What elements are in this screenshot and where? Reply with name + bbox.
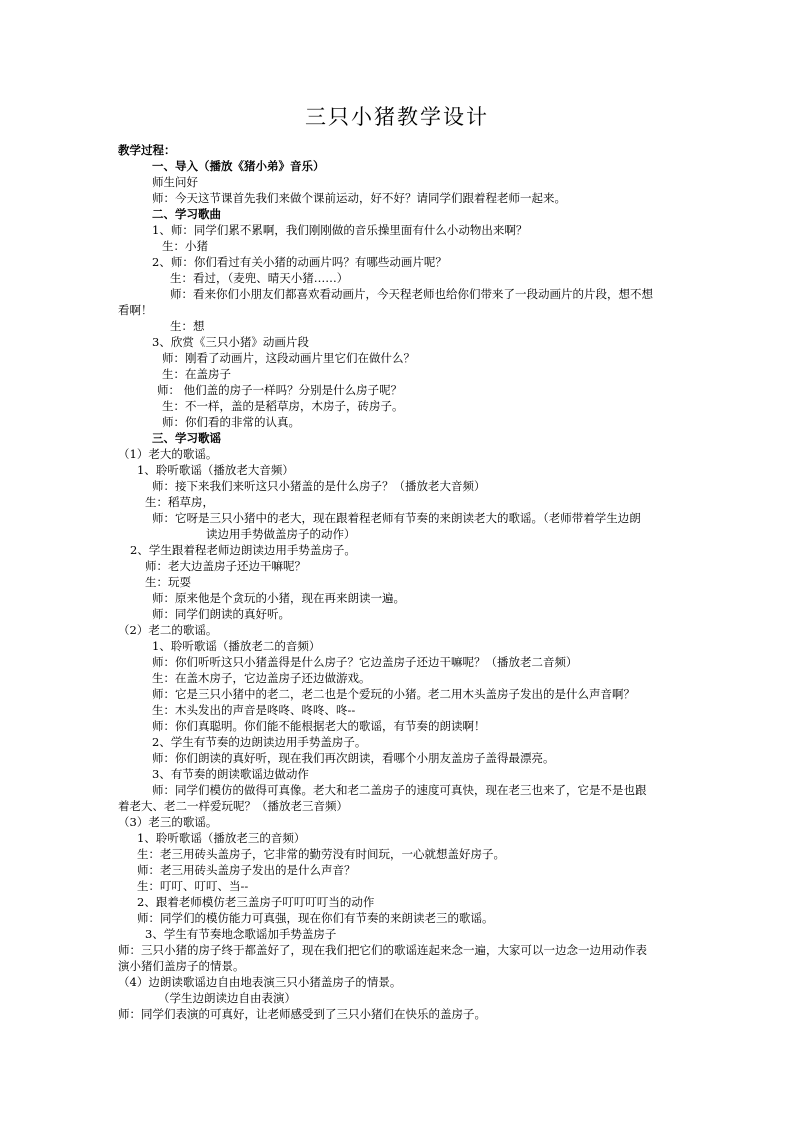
text-line: 教学过程： [118, 143, 176, 157]
text-line: 师：原来他是个贪玩的小猪，现在再来朗读一遍。 [152, 591, 405, 605]
text-line: 师：老大边盖房子还边干嘛呢？ [145, 559, 306, 573]
text-line: 师生问好 [152, 175, 198, 189]
text-line: 3、有节奏的朗读歌谣边做动作 [152, 767, 309, 781]
text-line: 师：刚看了动画片，这段动画片里它们在做什么？ [162, 351, 415, 365]
text-line: 2、师：你们看过有关小猪的动画片吗？有哪些动画片呢？ [152, 255, 447, 269]
text-line: 师：同学们的模仿能力可真强，现在你们有节奏的来朗读老三的歌谣。 [137, 911, 494, 925]
text-line: 生：看过，（麦兜、晴天小猪……） [170, 271, 349, 285]
text-line: 师：你们朗读的真好听，现在我们再次朗读，看哪个小朋友盖房子盖得最漂亮。 [152, 751, 555, 765]
text-line: 师：你们看的非常的认真。 [162, 415, 300, 429]
text-line: 生：木头发出的声音是咚咚、咚咚、咚-- [152, 703, 356, 717]
text-line: （3）老三的歌谣。 [118, 815, 218, 829]
text-line: 生：不一样，盖的是稻草房，木房子，砖房子。 [162, 399, 404, 413]
text-line: 师：它是三只小猪中的老二，老二也是个爱玩的小猪。老二用木头盖房子发出的是什么声音啊？ [152, 687, 635, 701]
text-line: 生：老三用砖头盖房子，它非常的勤劳没有时间玩，一心就想盖好房子。 [137, 847, 505, 861]
text-line: 生：小猪 [162, 239, 208, 253]
text-line: （1）老大的歌谣。 [118, 447, 218, 461]
text-line: 演小猪们盖房子的情景。 [118, 959, 245, 973]
text-line: 1、聆听歌谣（播放老二的音频） [152, 639, 321, 653]
text-line: 读边用手势做盖房子的动作） [206, 527, 356, 541]
text-line: 师：它呀是三只小猪中的老大，现在跟着程老师有节奏的来朗读老大的歌谣。（老师带着学生边朗 [152, 511, 641, 525]
text-line: 师：老三用砖头盖房子发出的是什么声音？ [137, 863, 356, 877]
text-line: （学生边朗读边自由表演） [158, 991, 296, 1005]
text-line: 1、师：同学们累不累啊，我们刚刚做的音乐操里面有什么小动物出来啊？ [152, 223, 528, 237]
text-line: 师：同学们模仿的做得可真像。老大和老二盖房子的速度可真快，现在老三也来了，它是不是也跟 [152, 783, 647, 797]
text-line: 二、学习歌曲 [152, 207, 221, 221]
text-line: 一、导入（播放《猪小弟》音乐） [152, 159, 325, 173]
text-line: 生：玩耍 [145, 575, 191, 589]
text-line: 师：你们真聪明。你们能不能根据老大的歌谣，有节奏的朗读啊！ [152, 719, 486, 733]
text-line: 1、聆听歌谣（播放老三的音频） [137, 831, 306, 845]
text-line: （2）老二的歌谣。 [118, 623, 218, 637]
text-line: 师： 他们盖的房子一样吗？分别是什么房子呢？ [157, 383, 403, 397]
text-line: 2、跟着老师模仿老三盖房子叮叮叮叮当的动作 [137, 895, 375, 909]
text-line: 3、欣赏《三只小猪》动画片段 [152, 335, 309, 349]
text-line: 师：接下来我们来听这只小猪盖的是什么房子？（播放老大音频） [152, 479, 486, 493]
text-line: 生：想 [170, 319, 205, 333]
text-line: 3、学生有节奏地念歌谣加手势盖房子 [145, 927, 337, 941]
text-line: 师：你们听听这只小猪盖得是什么房子？它边盖房子还边干嘛呢？（播放老二音频） [152, 655, 578, 669]
text-line: 2、学生跟着程老师边朗读边用手势盖房子。 [130, 543, 356, 557]
text-line: 师：今天这节课首先我们来做个课前运动，好不好？请同学们跟着程老师一起来。 [152, 191, 566, 205]
text-line: 生：叮叮、叮叮、当-- [137, 879, 249, 893]
text-line: 着老大、老二一样爱玩呢？（播放老三音频） [118, 799, 348, 813]
text-line: 1、聆听歌谣（播放老大音频） [137, 463, 294, 477]
text-line: 看啊！ [118, 303, 153, 317]
text-line: 生：在盖房子 [162, 367, 231, 381]
document-title: 三只小猪教学设计 [305, 105, 489, 129]
text-line: 师：看来你们小朋友们都喜欢看动画片，今天程老师也给你们带来了一段动画片的片段，想不想 [170, 287, 653, 301]
text-line: 师：同学们表演的可真好，让老师感受到了三只小猪们在快乐的盖房子。 [118, 1007, 486, 1021]
text-line: 师：三只小猪的房子终于都盖好了，现在我们把它们的歌谣连起来念一遍，大家可以一边念一边用动作表 [118, 943, 647, 957]
text-line: 2、学生有节奏的边朗读边用手势盖房子。 [152, 735, 367, 749]
text-line: 生：稻草房， [145, 495, 214, 509]
text-line: 师：同学们朗读的真好听。 [152, 607, 290, 621]
text-line: 三、学习歌谣 [152, 431, 221, 445]
text-line: 生：在盖木房子，它边盖房子还边做游戏。 [152, 671, 371, 685]
text-line: （4）边朗读歌谣边自由地表演三只小猪盖房子的情景。 [118, 975, 402, 989]
